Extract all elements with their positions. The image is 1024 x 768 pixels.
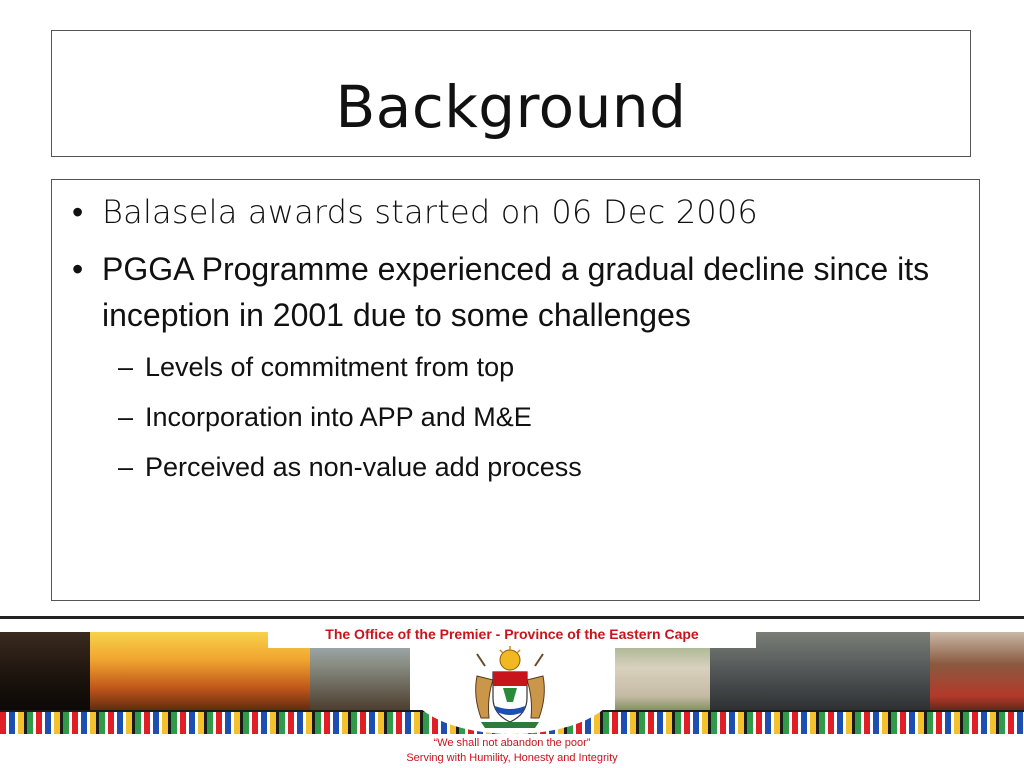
- sub-bullet-group: [72, 342, 959, 492]
- sub-bullet-item: [72, 442, 959, 492]
- ship-photo: [0, 632, 90, 712]
- sub-bullet-marker: –: [118, 452, 134, 482]
- office-label: The Office of the Premier - Province of the Eastern Cape: [268, 620, 756, 648]
- sub-bullet-item: [72, 392, 959, 442]
- bullet-marker: •: [72, 251, 84, 287]
- worker-photo: [930, 632, 1024, 712]
- bullet-list: [72, 192, 959, 492]
- sub-bullet-marker: –: [118, 402, 134, 432]
- bullet-item: [72, 246, 959, 338]
- sub-bullet-text: Incorporation into APP and M&E: [145, 402, 532, 432]
- bullet-text: Balasela awards started on 06 Dec 2006: [102, 193, 758, 231]
- content-placeholder: [51, 179, 980, 601]
- sub-bullet-item: [72, 342, 959, 392]
- sub-bullet-text: Perceived as non-value add process: [145, 452, 582, 482]
- bullet-item: [72, 192, 959, 232]
- title-placeholder: [51, 30, 971, 157]
- motto-line: Serving with Humility, Honesty and Integrity: [406, 752, 618, 764]
- bullet-text: PGGA Programme experienced a gradual decline since its inception in 2001 due to some challenges: [102, 251, 930, 333]
- sub-bullet-text: Levels of commitment from top: [145, 352, 515, 382]
- slide-title: Background: [335, 73, 687, 141]
- eastern-cape-coat-of-arms-icon: [455, 646, 565, 732]
- slogan-box: [385, 734, 639, 768]
- sub-bullet-marker: –: [118, 352, 134, 382]
- bullet-marker: •: [72, 193, 84, 231]
- sub-bullet-list: [72, 342, 959, 492]
- slogan-line: “We shall not abandon the poor”: [433, 737, 591, 749]
- footer-divider: [0, 616, 1024, 619]
